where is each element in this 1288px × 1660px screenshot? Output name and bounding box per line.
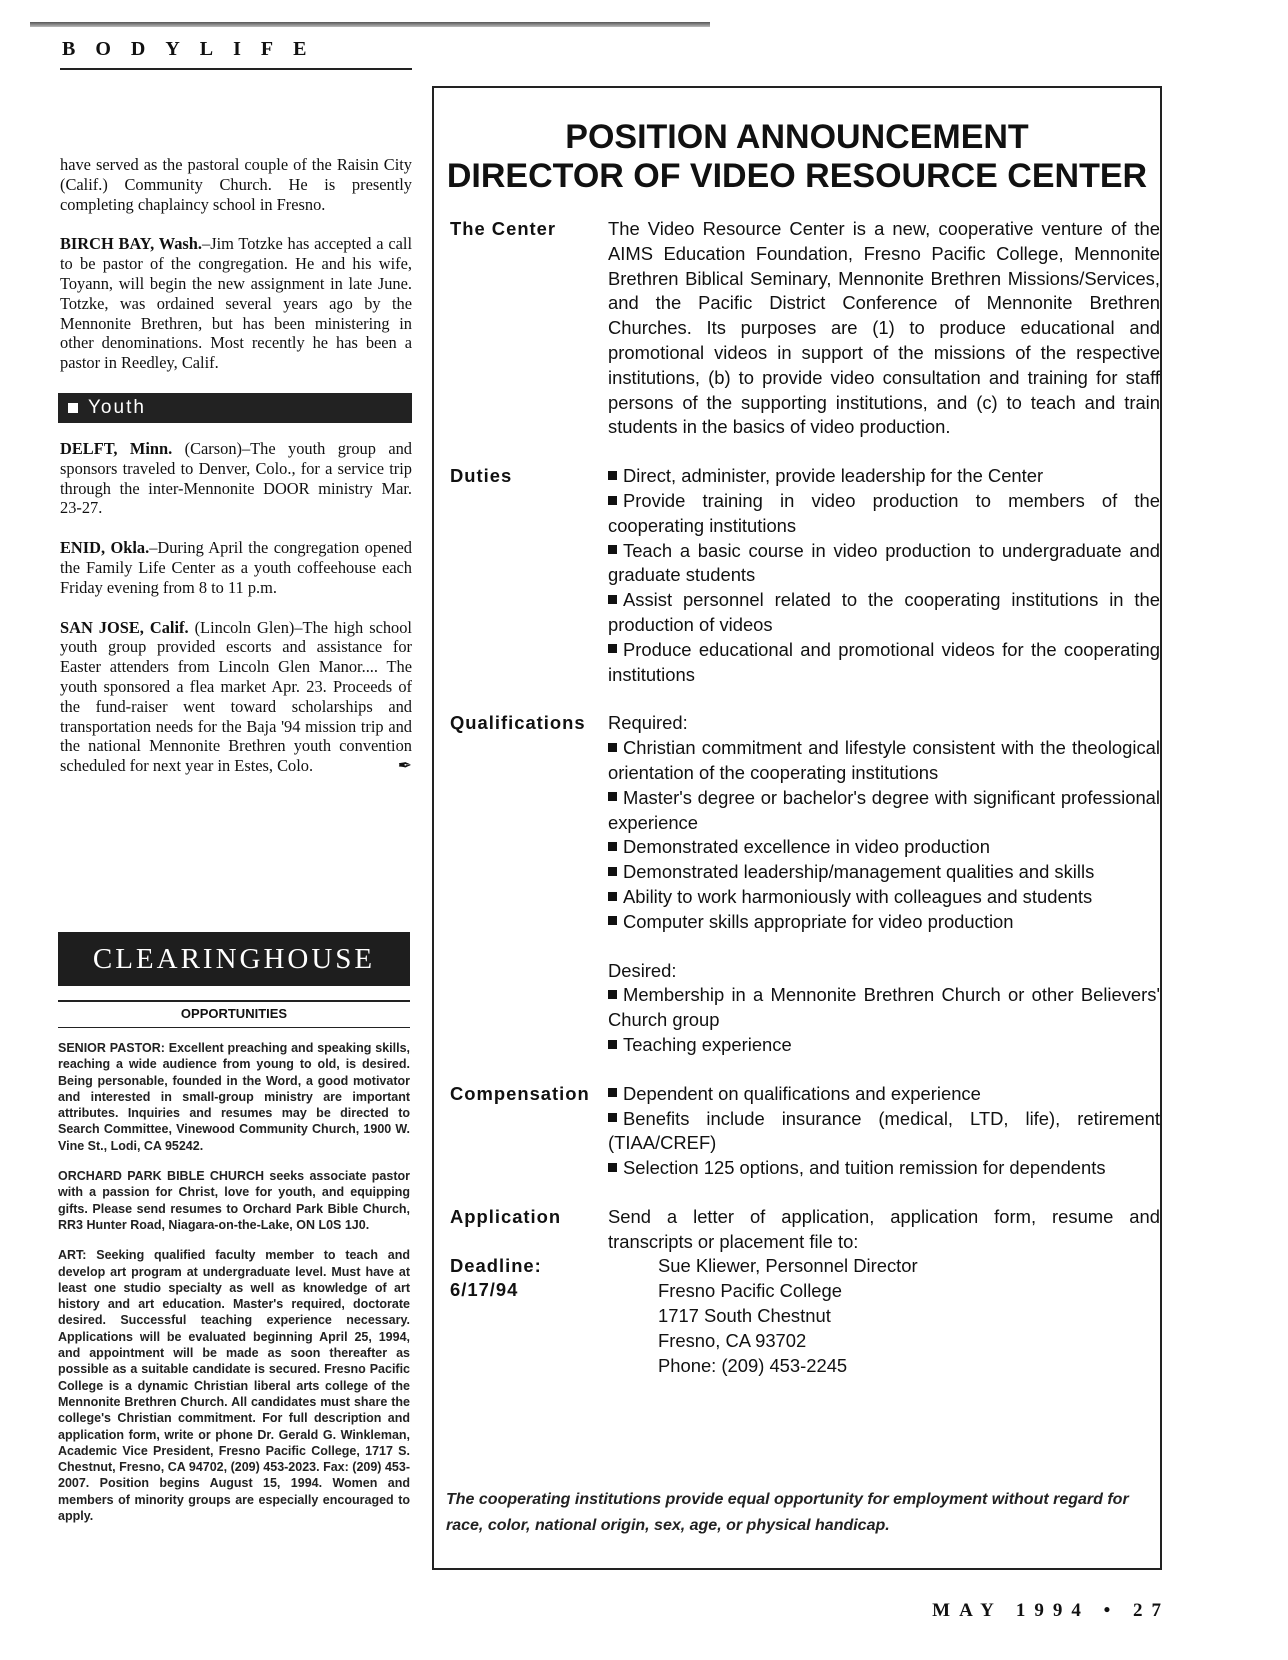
square-bullet-icon <box>608 1040 617 1049</box>
separator: • <box>1103 1600 1120 1621</box>
dateline: ENID, Okla. <box>60 538 150 558</box>
square-bullet-icon <box>608 595 617 604</box>
classified-ads <box>58 1040 410 1538</box>
left-column <box>60 155 412 796</box>
address-line: Fresno Pacific College <box>658 1280 842 1302</box>
divider <box>58 1000 410 1002</box>
bullet-item: Provide training in video production to members of the cooperating institutions <box>608 489 1160 536</box>
square-bullet-icon <box>608 1113 617 1122</box>
square-bullet-icon <box>608 867 617 876</box>
bullet-item: Membership in a Mennonite Brethren Church or other Believers' Church group <box>608 984 1160 1031</box>
birch-bay-item: BIRCH BAY, Wash.–Jim Totzke has accepted a call to be pastor of the congregation. He and his wife, Toyann, will begin the new assignment in late June. Totzke, was ordained several years ago by the Mennonite Brethren, but has been ministering in other denominations. Most recently he has been a pastor in Reedley, Calif. <box>60 234 413 373</box>
square-bullet-icon <box>608 644 617 653</box>
page-footer <box>910 1600 1170 1622</box>
header-rule <box>30 22 710 27</box>
square-bullet-icon <box>608 916 617 925</box>
end-mark-icon: ✒ <box>397 756 412 776</box>
article-paragraph: have served as the pastoral couple of the Raisin City (Calif.) Community Church. He is presently completing chaplaincy school in Fresno. <box>60 155 412 214</box>
center-text: The Video Resource Center is a new, cooperative venture of the AIMS Education Foundation, Fresno Pacific College, Mennonite Brethren Biblical Seminary, Mennonite Brethren Missions/Services, and the Pacific District Conference of Mennonite Brethren Churches. Its purposes are (1) to produce educational and promotional videos in support of the missions of the respective institutions, (b) to provide video consultation and training for staff persons of the supporting institutions, and (c) to teach and train students in the basics of video production. <box>608 218 1160 438</box>
square-bullet-icon <box>608 842 617 851</box>
deadline-label: Deadline: <box>450 1254 542 1276</box>
square-bullet-icon <box>608 471 617 480</box>
youth-section-bar <box>58 393 412 423</box>
square-bullet-icon <box>608 496 617 505</box>
qualifications-row <box>450 711 1160 1057</box>
square-bullet-icon <box>608 990 617 999</box>
bullet-item: Teach a basic course in video production to undergraduate and graduate students <box>608 539 1160 586</box>
announcement-title: POSITION ANNOUNCEMENT DIRECTOR OF VIDEO RESOURCE CENTER <box>446 118 1148 195</box>
issue-date: MAY 1994 <box>932 1600 1090 1621</box>
bullet-item: Demonstrated leadership/management qualities and skills <box>608 860 1160 885</box>
deadline-date: 6/17/94 <box>450 1279 519 1301</box>
row-label: Qualifications <box>450 712 586 734</box>
desired-label: Desired: <box>608 959 677 981</box>
address-line: 1717 South Chestnut <box>658 1305 831 1327</box>
equal-opportunity-note: The cooperating institutions provide equal opportunity for employment without regard for race, color, national origin, sex, age, or physical handicap. <box>446 1491 1129 1534</box>
clearinghouse-banner: CLEARINGHOUSE <box>58 932 410 986</box>
square-bullet-icon <box>608 1163 617 1172</box>
row-label: Application <box>450 1205 562 1227</box>
square-bullet-icon <box>608 743 617 752</box>
bullet-item: Demonstrated excellence in video production <box>608 835 1160 860</box>
address-line: Sue Kliewer, Personnel Director <box>658 1255 918 1277</box>
bullet-item: Assist personnel related to the cooperating institutions in the production of videos <box>608 589 1160 635</box>
classified-ad: ORCHARD PARK BIBLE CHURCH seeks associate pastor with a passion for Christ, love for youth, and equipping gifts. Please send resumes to Orchard Park Bible Church, RR3 Hunter Road, Niagara-on-the-Lake, ON L0S 1J0. <box>58 1169 410 1232</box>
bullet-item: Master's degree or bachelor's degree with significant professional experience <box>608 786 1160 833</box>
bullet-item: Teaching experience <box>608 1033 1160 1058</box>
row-label: The Center <box>450 218 557 239</box>
bullet-item: Christian commitment and lifestyle consistent with the theological orientation of the cooperating institutions <box>608 737 1160 783</box>
row-label: Compensation <box>450 1082 590 1104</box>
application-row <box>450 1205 1160 1379</box>
classified-ad: ART: Seeking qualified faculty member to teach and develop art program at undergraduate level. Must have at least one studio specialty as well as knowledge of art history and art education. Master's required, doctorate desired. Successful teaching experience necessary. Applications will be evaluated beginning April 25, 1994, and appointment will be made as soon thereafter as possible as a suitable candidate is secured. Fresno Pacific College is a dynamic Christian liberal arts college of the Mennonite Brethren Church. All candidates must share the college's Christian commitment. For full description and application form, write or phone Dr. Gerald G. Winkleman, Academic Vice President, Fresno Pacific College, 1717 S. Chestnut, Fresno, CA 94702, (209) 453-2023. Fax: (209) 453-2007. Position begins August 15, 1994. Women and members of minority groups are especially encouraged to apply. <box>58 1248 410 1524</box>
enid-item: ENID, Okla.–During April the congregation opened the Family Life Center as a youth coffeehouse each Friday evening from 8 to 11 p.m. <box>60 538 412 597</box>
dateline: BIRCH BAY, Wash. <box>60 234 202 254</box>
row-label: Duties <box>450 465 513 487</box>
square-bullet-icon <box>608 792 617 801</box>
address-line: Phone: (209) 453-2245 <box>658 1354 848 1376</box>
san-jose-item: SAN JOSE, Calif. (Lincoln Glen)–The high school youth group provided escorts and assistance for Easter attenders from Lincoln Glen Manor.... The youth sponsored a flea market Apr. 23. Proceeds of the fund-raiser went toward scholarships and transportation needs for the Baja '94 mission trip and the national Mennonite Brethren youth convention scheduled for next year in Estes, Colo. ✒ <box>60 617 412 776</box>
square-bullet-icon <box>608 545 617 554</box>
bullet-item: Ability to work harmoniously with colleagues and students <box>608 885 1160 910</box>
dateline: SAN JOSE, Calif. <box>60 617 189 637</box>
bullet-item: Selection 125 options, and tuition remission for dependents <box>608 1156 1160 1181</box>
mailing-address <box>608 1254 1160 1378</box>
page-number: 27 <box>1133 1600 1170 1621</box>
square-bullet-icon <box>608 892 617 901</box>
dateline: DELFT, Minn. <box>60 438 173 458</box>
classified-ad: SENIOR PASTOR: Excellent preaching and speaking skills, reaching a wide audience from young to old, is desired. Being personable, founded in the Word, a good motivator and interested in small-group ministry are important attributes. Inquiries and resumes may be directed to Search Committee, Vinewood Community Church, 1900 W. Vine St., Lodi, CA 95242. <box>58 1041 410 1153</box>
bullet-item: Computer skills appropriate for video production <box>608 910 1160 935</box>
required-list <box>608 736 1160 934</box>
duties-list <box>608 464 1160 687</box>
center-row <box>450 217 1160 440</box>
section-rule <box>60 68 412 70</box>
compensation-list <box>608 1082 1160 1181</box>
section-title: BODYLIFE <box>62 38 327 60</box>
bullet-item: Direct, administer, provide leadership for the Center <box>608 464 1160 489</box>
address-line: Fresno, CA 93702 <box>658 1329 807 1351</box>
opportunities-heading: OPPORTUNITIES <box>180 1006 288 1021</box>
youth-label: Youth <box>88 396 146 418</box>
required-label: Required: <box>608 712 688 734</box>
announcement-body <box>450 217 1160 1402</box>
application-text: Send a letter of application, application form, resume and transcripts or placement file to: <box>608 1205 1160 1252</box>
bullet-item: Produce educational and promotional videos for the cooperating institutions <box>608 638 1160 685</box>
desired-list <box>608 983 1160 1057</box>
divider <box>58 1027 410 1028</box>
bullet-item: Dependent on qualifications and experience <box>608 1082 1160 1107</box>
delft-item: DELFT, Minn. (Carson)–The youth group and sponsors traveled to Denver, Colo., for a service trip through the inter-Mennonite DOOR ministry Mar. 23-27. <box>60 438 412 518</box>
square-bullet-icon <box>608 1088 617 1097</box>
bullet-item: Benefits include insurance (medical, LTD, life), retirement (TIAA/CREF) <box>608 1107 1160 1154</box>
square-bullet-icon <box>68 403 78 413</box>
compensation-row <box>450 1082 1160 1181</box>
duties-row <box>450 464 1160 687</box>
